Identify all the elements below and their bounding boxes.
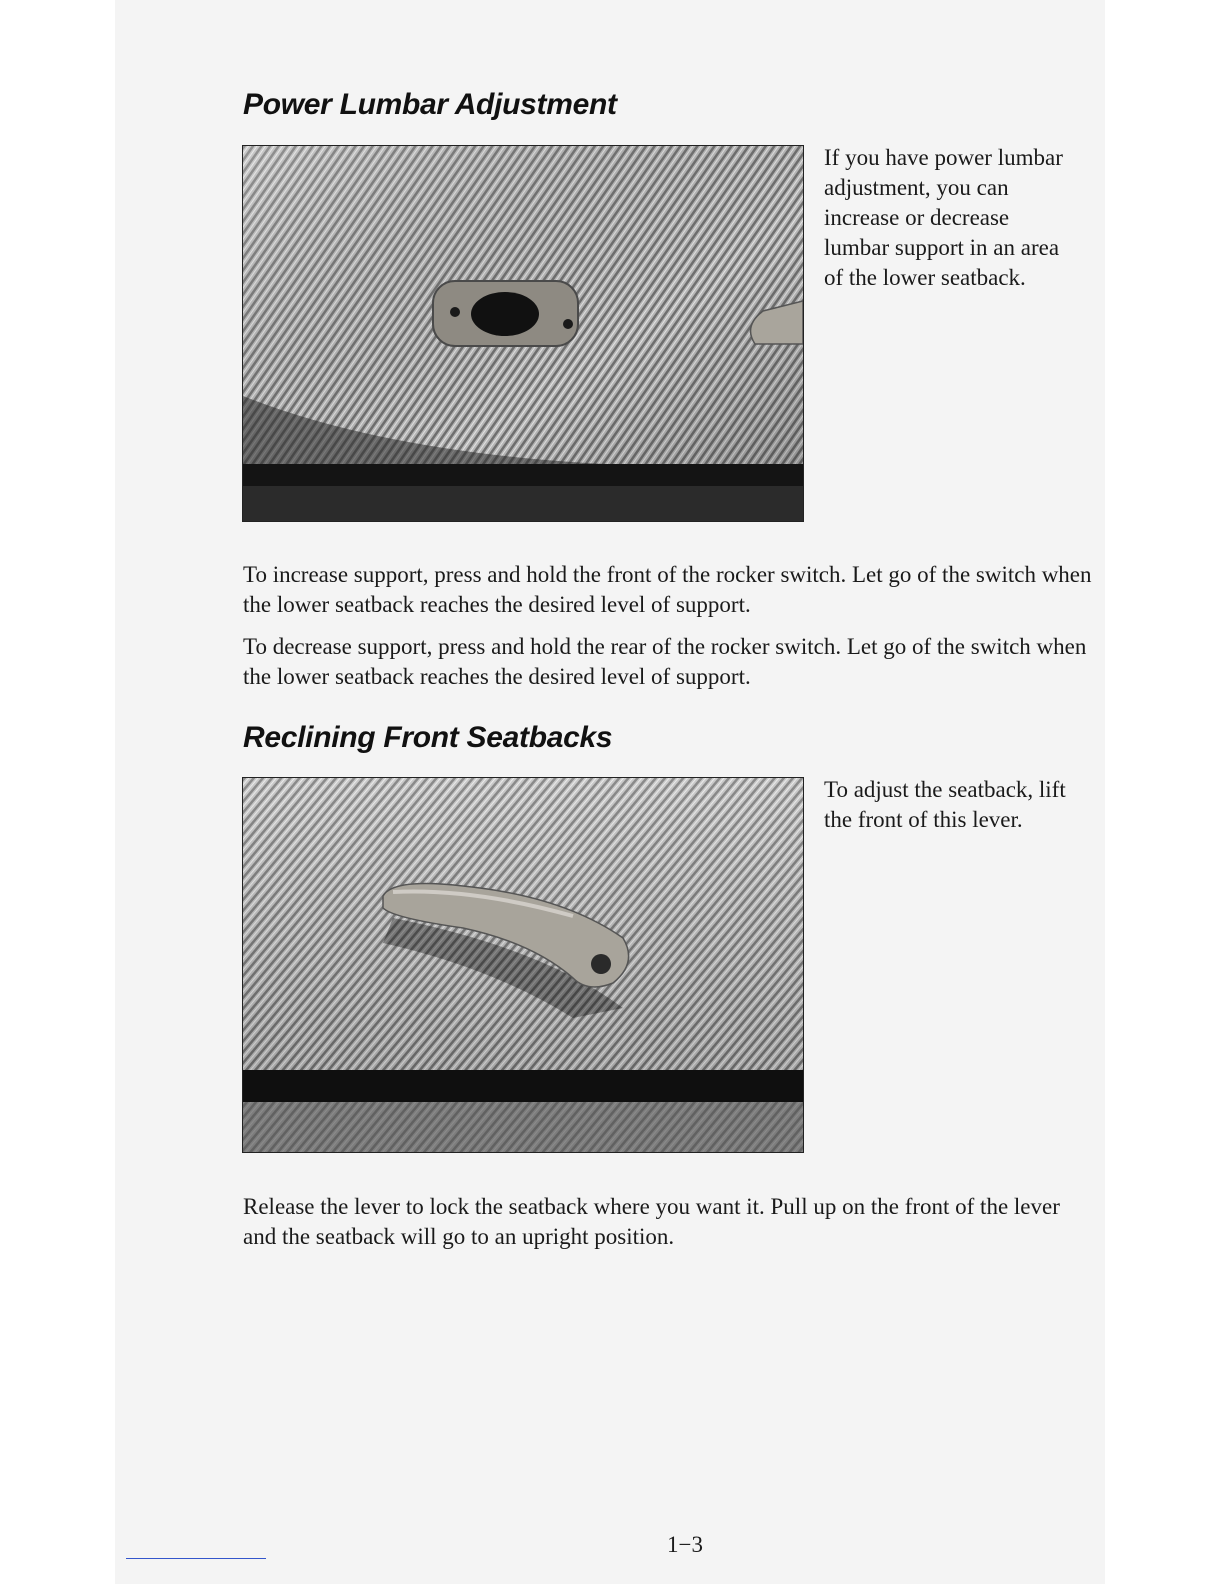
- section-heading-reclining-seatbacks: Reclining Front Seatbacks: [243, 721, 613, 754]
- recline-side-text: To adjust the seatback, lift the front of this lever.: [824, 777, 1066, 832]
- recline-release-paragraph: Release the lever to lock the seatback where you want it. Pull up on the front of the lever and the seatback will go to an upright position.: [243, 1194, 1060, 1249]
- section-heading-power-lumbar: Power Lumbar Adjustment: [243, 88, 617, 121]
- lumbar-switch-illustration: [243, 146, 803, 521]
- lumbar-switch-photo: [242, 145, 804, 522]
- lumbar-increase-paragraph: To increase support, press and hold the front of the rocker switch. Let go of the switch when the lower seatback reaches the desired level of support.: [243, 562, 1092, 617]
- lumbar-side-text: If you have power lumbar adjustment, you can increase or decrease lumbar support in an area of the lower seatback.: [824, 145, 1063, 290]
- recline-lever-illustration: [243, 778, 803, 1152]
- footer-rule: [126, 1558, 266, 1559]
- recline-lever-photo: [242, 777, 804, 1153]
- lumbar-decrease-paragraph: To decrease support, press and hold the rear of the rocker switch. Let go of the switch when the lower seatback reaches the desired level of support.: [243, 634, 1087, 689]
- page-number: 1−3: [667, 1532, 703, 1557]
